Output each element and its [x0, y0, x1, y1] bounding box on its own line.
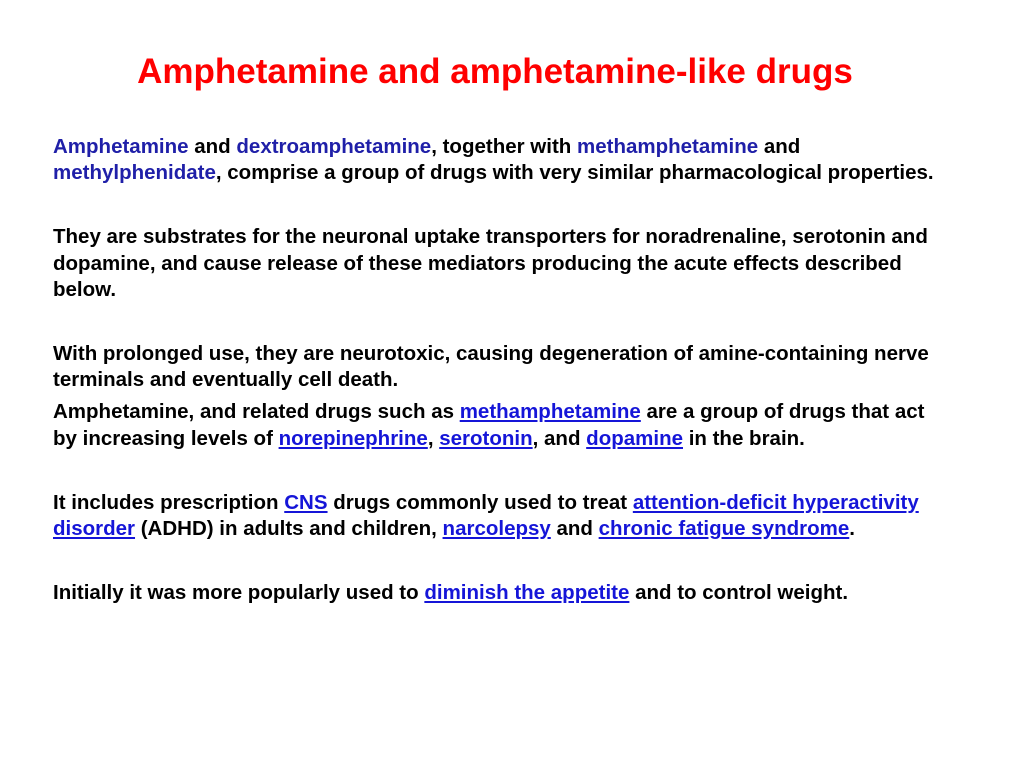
text-segment: drugs commonly used to treat — [327, 490, 633, 514]
link-chronic-fatigue-syndrome[interactable]: chronic fatigue syndrome — [598, 517, 850, 541]
text-segment: , comprise a group of drugs with very similar pharmacological properties. — [215, 161, 934, 185]
text-segment: and to control weight. — [629, 581, 849, 605]
text-segment: Initially it was more popularly used to — [53, 581, 425, 605]
text-segment: , — [427, 426, 440, 450]
link-dopamine[interactable]: dopamine — [586, 426, 683, 450]
paragraph-appetite — [53, 580, 953, 606]
paragraph-related-drugs — [53, 399, 953, 451]
text-segment: and — [550, 517, 599, 541]
link-diminish-the-appetite[interactable]: diminish the appetite — [424, 581, 630, 605]
link-narcolepsy[interactable]: narcolepsy — [442, 517, 551, 541]
link-serotonin[interactable]: serotonin — [439, 426, 533, 450]
paragraph-mechanism — [53, 224, 953, 303]
text-segment: They are substrates for the neuronal uptake transporters for noradrenaline, serotonin and dopamine, and cause release of these mediators producing the acute effects described below. — [53, 225, 928, 301]
term-dextroamphetamine: dextroamphetamine — [236, 135, 432, 158]
text-segment: . — [849, 517, 855, 541]
text-segment: , together with — [431, 135, 577, 158]
paragraph-neurotoxicity — [53, 341, 953, 393]
text-segment: and — [188, 135, 237, 158]
slide-title: Amphetamine and amphetamine-like drugs — [137, 52, 853, 91]
slide-body — [53, 134, 953, 606]
term-methamphetamine: methamphetamine — [577, 135, 759, 158]
text-segment: and — [758, 135, 801, 158]
link-methamphetamine[interactable]: methamphetamine — [459, 400, 641, 424]
link-norepinephrine[interactable]: norepinephrine — [278, 426, 428, 450]
link-adhd[interactable]: attention-deficit hyperactivity disorder — [53, 490, 919, 541]
paragraph-intro — [53, 134, 953, 186]
link-cns[interactable]: CNS — [284, 490, 328, 514]
term-amphetamine: Amphetamine — [53, 135, 189, 158]
term-methylphenidate: methylphenidate — [53, 161, 216, 185]
text-segment: With prolonged use, they are neurotoxic, causing degeneration of amine-containing nerve terminals and eventually cell death. — [53, 342, 929, 392]
text-segment: It includes prescription — [53, 490, 285, 514]
text-segment: Amphetamine, and related drugs such as — [53, 400, 460, 424]
text-segment: in the brain. — [683, 426, 805, 450]
paragraph-prescription-uses — [53, 490, 953, 542]
text-segment: (ADHD) in adults and children, — [135, 517, 443, 541]
text-segment: are a group of drugs that act by increasing levels of — [53, 400, 925, 450]
text-segment: , and — [532, 426, 587, 450]
